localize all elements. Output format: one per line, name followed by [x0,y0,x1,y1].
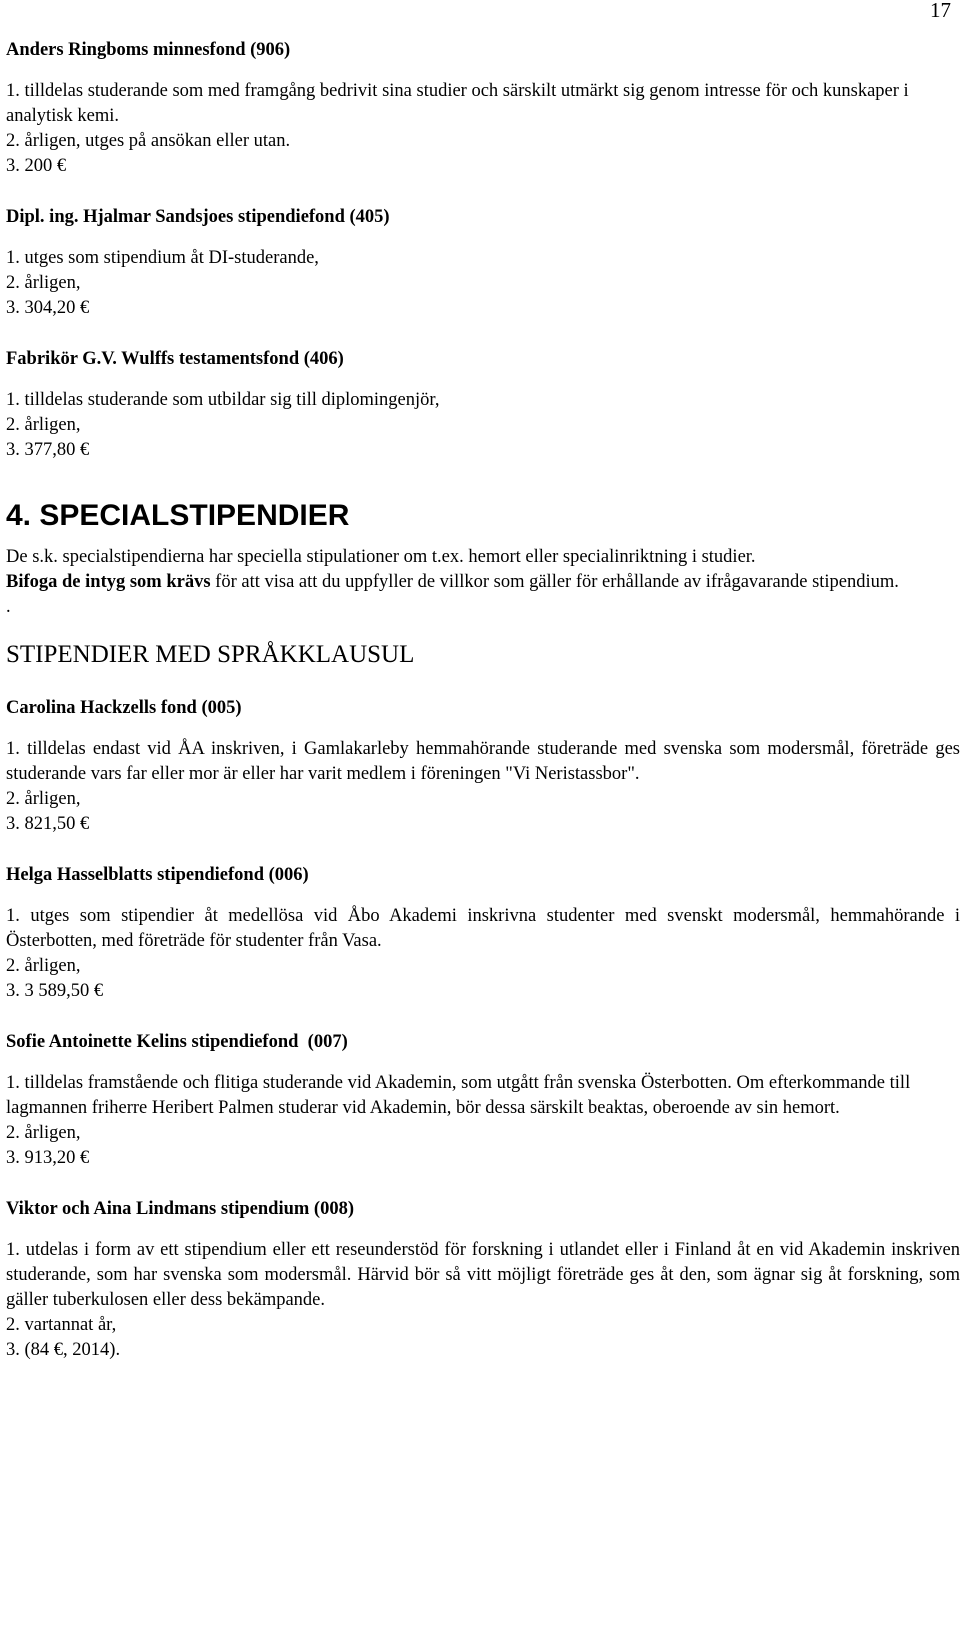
fund-title: Viktor och Aina Lindmans stipendium (008) [6,1199,354,1219]
fund-line: 3. 200 € [6,156,67,176]
fund-line: 1. tilldelas framstående och flitiga studerande vid Akademin, som utgått från svenska Österbotten. Om efterkommande till lagmannen friherre Heribert Palmen studerar vid Akademin, bör dessa särskilt beaktas, oberoende av sin hemort. [6,1073,911,1118]
fund-line: 3. (84 €, 2014). [6,1340,121,1360]
section-instruction [6,570,960,595]
fund-title: Sofie Antoinette Kelins stipendiefond (007) [6,1032,348,1052]
language-clause-heading: STIPENDIER MED SPRÅKKLAUSUL [6,641,415,668]
fund-line: 1. utges som stipendier åt medellösa vid Åbo Akademi inskrivna studenter med svenskt modersmål, hemmahörande i Österbotten, med företräde för studenter från Vasa. [6,906,960,951]
fund-line: 3. 913,20 € [6,1148,90,1168]
fund-line: 2. årligen, [6,789,81,809]
fund-line: 1. tilldelas studerande som utbildar sig till diplomingenjör, [6,390,440,410]
section-heading: 4. SPECIALSTIPENDIER [6,499,350,532]
fund-title: Dipl. ing. Hjalmar Sandsjoes stipendiefond (405) [6,207,390,227]
stray-dot: . [6,597,11,617]
fund-line: 1. tilldelas studerande som med framgång bedrivit sina studier och särskilt utmärkt sig genom intresse för och kunskaper i analytisk kemi. [6,81,909,126]
instruction-bold: Bifoga de intyg som krävs [6,572,211,592]
fund-line: 3. 821,50 € [6,814,90,834]
fund-title: Carolina Hackzells fond (005) [6,698,242,718]
document-body [6,38,960,1363]
fund-title: Helga Hasselblatts stipendiefond (006) [6,865,309,885]
page-number: 17 [930,0,951,22]
fund-line: 2. årligen, [6,273,81,293]
instruction-rest: för att visa att du uppfyller de villkor som gäller för erhållande av ifrågavarande stipendium. [210,572,899,592]
section-intro: De s.k. specialstipendierna har speciella stipulationer om t.ex. hemort eller specialinriktning i studier. [6,547,756,567]
fund-line: 2. årligen, [6,956,81,976]
fund-line: 2. vartannat år, [6,1315,117,1335]
fund-title: Fabrikör G.V. Wulffs testamentsfond (406) [6,349,344,369]
fund-line: 3. 304,20 € [6,298,90,318]
fund-line: 2. årligen, [6,415,81,435]
fund-line: 1. tilldelas endast vid ÅA inskriven, i Gamlakarleby hemmahörande studerande med svenska som modersmål, företräde ges studerande vars far eller mor är eller har varit medlem i föreningen "Vi Neristassbor". [6,739,960,784]
fund-line: 2. årligen, [6,1123,81,1143]
fund-line: 3. 377,80 € [6,440,90,460]
fund-line: 1. utdelas i form av ett stipendium eller ett reseunderstöd för forskning i utlandet eller i Finland åt en vid Akademin inskriven studerande, som har svenska som modersmål. Härvid bör så vitt möjligt företräde ges åt den, som ägnar sig åt forskning, som gäller tuberkulosen eller dess bekämpande. [6,1240,960,1310]
fund-line: 1. utges som stipendium åt DI-studerande, [6,248,319,268]
fund-title: Anders Ringboms minnesfond (906) [6,40,291,60]
fund-line: 3. 3 589,50 € [6,981,104,1001]
fund-line: 2. årligen, utges på ansökan eller utan. [6,131,291,151]
